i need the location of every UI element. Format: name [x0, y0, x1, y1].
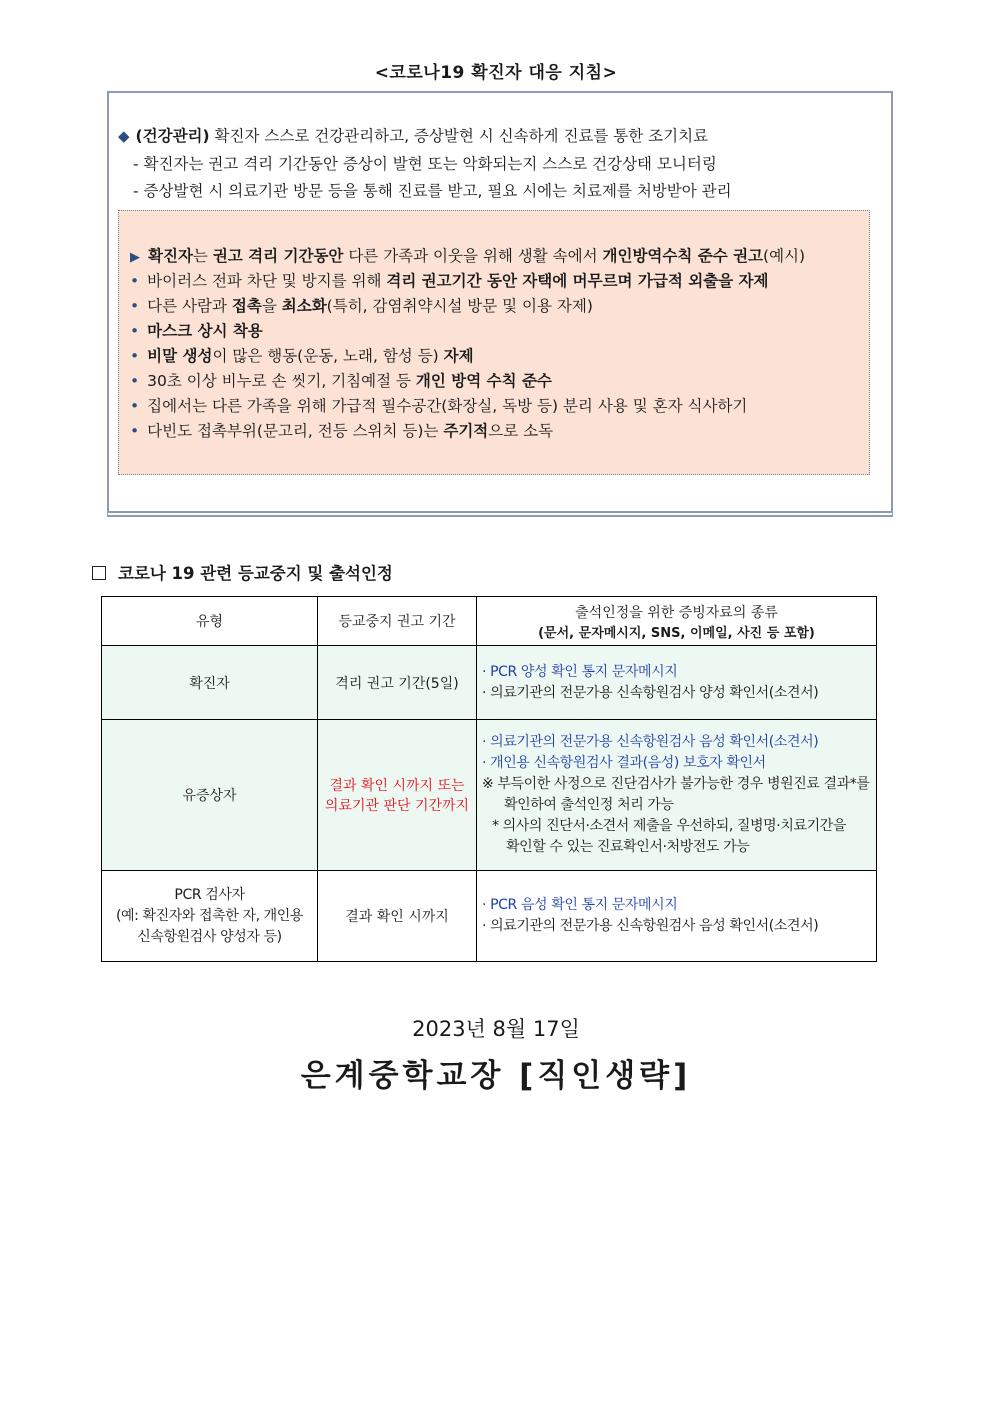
cell-period: 격리 권고 기간(5일) [318, 646, 477, 720]
guidance-item-4: • 비말 생성이 많은 행동(운동, 노래, 함성 등) 자제 [130, 347, 474, 365]
cell-period: 결과 확인 시까지 [318, 871, 477, 962]
cell-type: 유증상자 [102, 720, 318, 871]
health-management-heading [118, 124, 708, 146]
health-text: 확진자 스스로 건강관리하고, 증상발현 시 신속하게 진료를 통한 조기치료 [209, 127, 709, 145]
table-header-row [102, 597, 877, 646]
cell-type: 확진자 [102, 646, 318, 720]
cell-period: 결과 확인 시까지 또는 의료기관 판단 기간까지 [318, 720, 477, 871]
guidance-item-3: • 마스크 상시 착용 [130, 322, 263, 340]
section-heading: 코로나 19 관련 등교중지 및 출석인정 [92, 560, 393, 584]
principal-signature: 은계중학교장 [직인생략] [300, 1058, 692, 1094]
header-docs: 출석인정을 위한 증빙자료의 종류 (문서, 문자메시지, SNS, 이메일, 사진 등 포함) [477, 597, 877, 646]
attendance-table [101, 596, 877, 962]
health-label: (건강관리) [135, 127, 210, 145]
document-date: 2023년 8월 17일 [412, 1017, 580, 1041]
header-type: 유형 [102, 597, 318, 646]
diamond-icon: ◆ [118, 127, 130, 145]
bullet-icon: • [130, 422, 140, 440]
cell-docs: · PCR 양성 확인 통지 문자메시지 · 의료기관의 전문가용 신속항원검사 양성 확인서(소견서) [477, 646, 877, 720]
cell-docs: · PCR 음성 확인 통지 문자메시지 · 의료기관의 전문가용 신속항원검사 음성 확인서(소견서) [477, 871, 877, 962]
checkbox-square-icon [92, 566, 106, 580]
header-period: 등교중지 권고 기간 [318, 597, 477, 646]
bullet-icon: • [130, 297, 140, 315]
bullet-icon: • [130, 322, 140, 340]
cell-type: PCR 검사자 (예: 확진자와 접촉한 자, 개인용 신속항원검사 양성자 등) [102, 871, 318, 962]
cell-docs: · 의료기관의 전문가용 신속항원검사 음성 확인서(소견서) · 개인용 신속항원검사 결과(음성) 보호자 확인서 ※ 부득이한 사정으로 진단검사가 불가능한 경우 병원진료 결과*를 확인하여 출석인정 처리 가능 * 의사의 진단서·소견서 제출을 우선하되, 질병명·치료기간을 확인할 수 있는 진료확인서·처방전도 가능 [477, 720, 877, 871]
guidance-item-1: • 바이러스 전파 차단 및 방지를 위해 격리 권고기간 동안 자택에 머무르며 가급적 외출을 자제 [130, 272, 769, 290]
triangle-right-icon: ▶ [130, 250, 140, 265]
guidance-item-7: • 다빈도 접촉부위(문고리, 전등 스위치 등)는 주기적으로 소독 [130, 422, 554, 440]
bullet-icon: • [130, 397, 140, 415]
bullet-icon: • [130, 372, 140, 390]
document-title: <코로나19 확진자 대응 지침> [374, 63, 618, 83]
guidance-heading: ▶ 확진자는 권고 격리 기간동안 다른 가족과 이웃을 위해 생활 속에서 개인방역수칙 준수 권고(예시) [130, 247, 806, 265]
table-row [102, 871, 877, 962]
guidance-item-2: • 다른 사람과 접촉을 최소화(특히, 감염취약시설 방문 및 이용 자제) [130, 297, 593, 315]
bullet-icon: • [130, 272, 140, 290]
guidance-item-5: • 30초 이상 비누로 손 씻기, 기침예절 등 개인 방역 수칙 준수 [130, 372, 552, 390]
table-row [102, 646, 877, 720]
table-row [102, 720, 877, 871]
health-sub-1: - 확진자는 권고 격리 기간동안 증상이 발현 또는 악화되는지 스스로 건강상태 모니터링 [133, 155, 717, 173]
health-sub-2: - 증상발현 시 의료기관 방문 등을 통해 진료를 받고, 필요 시에는 치료제를 처방받아 관리 [133, 182, 732, 200]
guidance-item-6: • 집에서는 다른 가족을 위해 가급적 필수공간(화장실, 독방 등) 분리 사용 및 혼자 식사하기 [130, 397, 748, 415]
bullet-icon: • [130, 347, 140, 365]
